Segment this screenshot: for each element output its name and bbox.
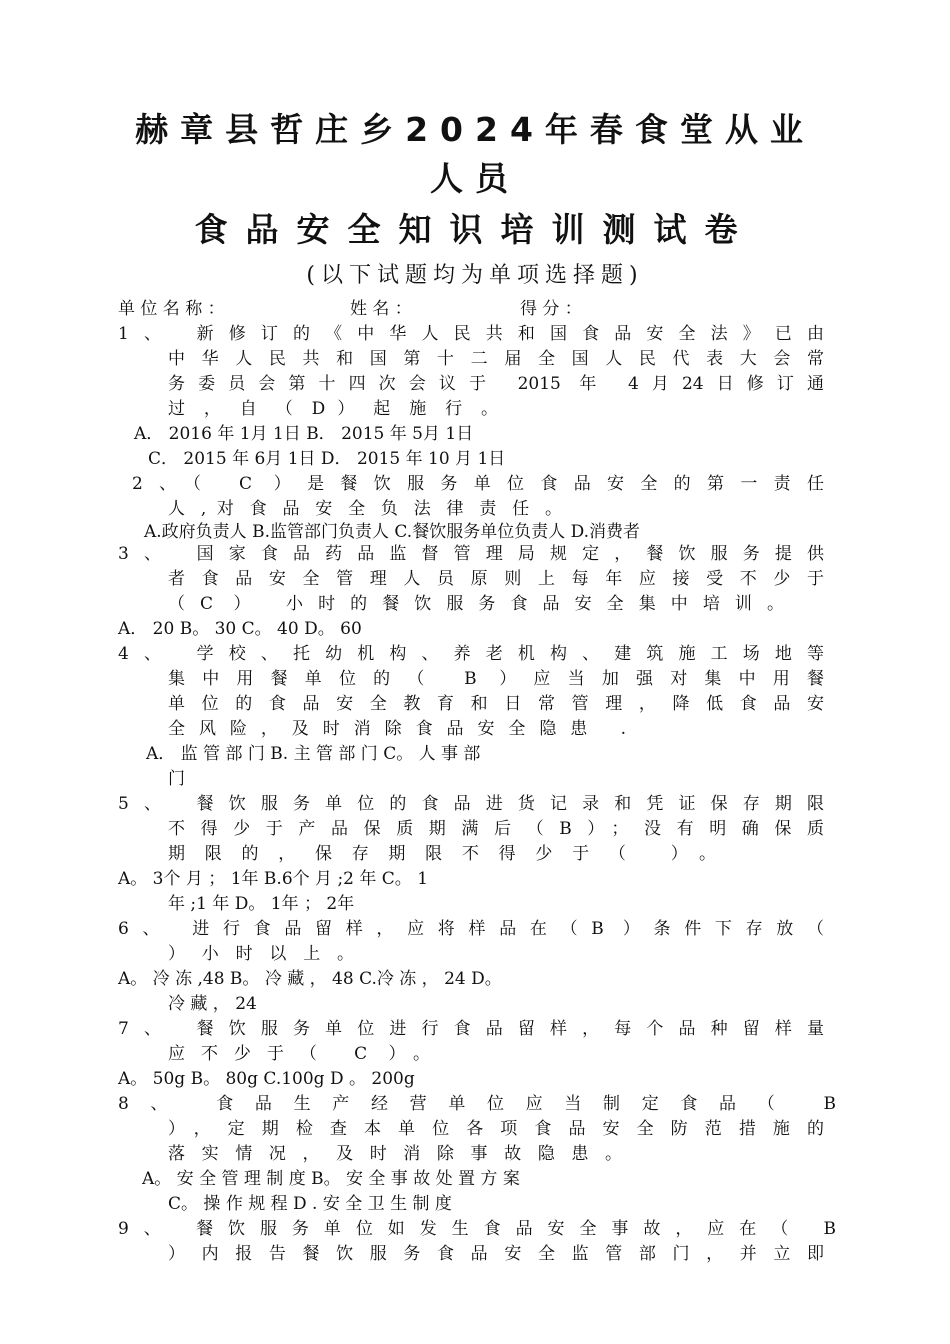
text-line: 7、 餐饮服务单位进行食品留样，每个品种留样量 bbox=[118, 1019, 824, 1039]
text-line: 冷 藏 ， 24 bbox=[168, 994, 257, 1014]
text-line: ） 小 时 以 上 。 bbox=[168, 944, 354, 964]
title-line-2: 人员 bbox=[430, 159, 520, 198]
text-line: 2、（ C ）是餐饮服务单位食品安全的第一责任 bbox=[132, 474, 824, 494]
text-line: A． 20 B。 30 C。 40 D。 60 bbox=[118, 619, 362, 639]
text-line: 中华人民共和国第十二届全国人民代表大会常 bbox=[168, 349, 824, 369]
text-line: 4、 学校、托幼机构、养老机构、建筑施工场地等 bbox=[118, 644, 824, 664]
text-line: 全风险，及时消除食品安全隐患 . bbox=[168, 719, 626, 739]
text-line: 应不少于（ C ）。 bbox=[168, 1044, 430, 1064]
text-line: A． 监 管 部 门 B. 主 管 部 门 C。 人 事 部 bbox=[146, 744, 481, 764]
text-line: 过 ， 自 （ D ） 起 施 行 。 bbox=[168, 399, 498, 419]
text-line: C． 2015 年 6月 1日 D． 2015 年 10 月 1日 bbox=[148, 449, 506, 469]
text-line: C。 操 作 规 程 D . 安 全 卫 生 制 度 bbox=[168, 1194, 452, 1214]
text-line: 5、 餐饮服务单位的食品进货记录和凭证保存期限 bbox=[118, 794, 824, 814]
text-line: 1、 新修订的《中华人民共和国食品安全法》已由 bbox=[118, 324, 824, 344]
person-name-label: 姓 名 ： bbox=[350, 299, 412, 319]
title-line-1: 赫章县哲庄乡2024年春食堂从业 bbox=[135, 110, 815, 149]
text-line: 者食品安全管理人员原则上每年应接受不少于 bbox=[168, 569, 824, 589]
text-line: 3、 国家食品药品监督管理局规定，餐饮服务提供 bbox=[118, 544, 824, 564]
text-line: A。 安 全 管 理 制 度 B。 安 全 事 故 处 置 方 案 bbox=[142, 1169, 520, 1189]
text-line: 门 bbox=[168, 769, 185, 789]
text-line: （C ） 小时的餐饮服务食品安全集中培训。 bbox=[168, 594, 784, 614]
text-line: 期限的，保存期限不得少于（ ）。 bbox=[168, 844, 716, 864]
text-line: 集中用餐单位的（ B ）应当加强对集中用餐 bbox=[168, 669, 824, 689]
text-line: A。 冷 冻 ,48 B。 冷 藏 ， 48 C.冷 冻 ， 24 D。 bbox=[118, 969, 502, 989]
text-line: 单位的食品安全教育和日常管理，降低食品安 bbox=[168, 694, 824, 714]
text-line: A.政府负责人 B.监管部门负责人 C.餐饮服务单位负责人 D.消费者 bbox=[144, 522, 641, 542]
text-line: ）内报告餐饮服务食品安全监管部门，并立即 bbox=[168, 1244, 824, 1264]
text-line: 9、 餐饮服务单位如发生食品安全事故，应在（ B bbox=[118, 1219, 836, 1239]
text-line: ），定期检查本单位各项食品安全防范措施的 bbox=[168, 1119, 824, 1139]
text-line: A． 2016 年 1月 1日 B． 2015 年 5月 1日 bbox=[134, 424, 474, 444]
text-line: 务委员会第十四次会议于 2015 年 4月24日修订通 bbox=[168, 374, 824, 394]
text-line: A。 50g B。 80g C.100g D 。 200g bbox=[118, 1069, 415, 1089]
unit-name-label: 单 位 名 称 ： bbox=[118, 299, 225, 319]
title-line-3: 食品安全知识培训测试卷 bbox=[194, 210, 756, 249]
text-line: 8、 食品生产经营单位应当制定食品（ B bbox=[118, 1094, 836, 1114]
text-line: 落实情况，及时消除事故隐患。 bbox=[168, 1144, 622, 1164]
text-line: 6、 进行食品留样，应将样品在（B ）条件下存放（ bbox=[118, 919, 824, 939]
score-label: 得 分 ： bbox=[520, 299, 582, 319]
text-line: 年 ;1 年 D。 1年 ； 2年 bbox=[168, 894, 355, 914]
exam-subtitle: (以下试题均为单项选择题) bbox=[306, 263, 644, 288]
text-line: A。 3个 月 ； 1年 B.6个 月 ;2 年 C。 1 bbox=[118, 869, 429, 889]
text-line: 人 , 对 食 品 安 全 负 法 律 责 任 。 bbox=[168, 499, 562, 519]
text-line: 不得少于产品保质期满后（B）；没有明确保质 bbox=[168, 819, 824, 839]
